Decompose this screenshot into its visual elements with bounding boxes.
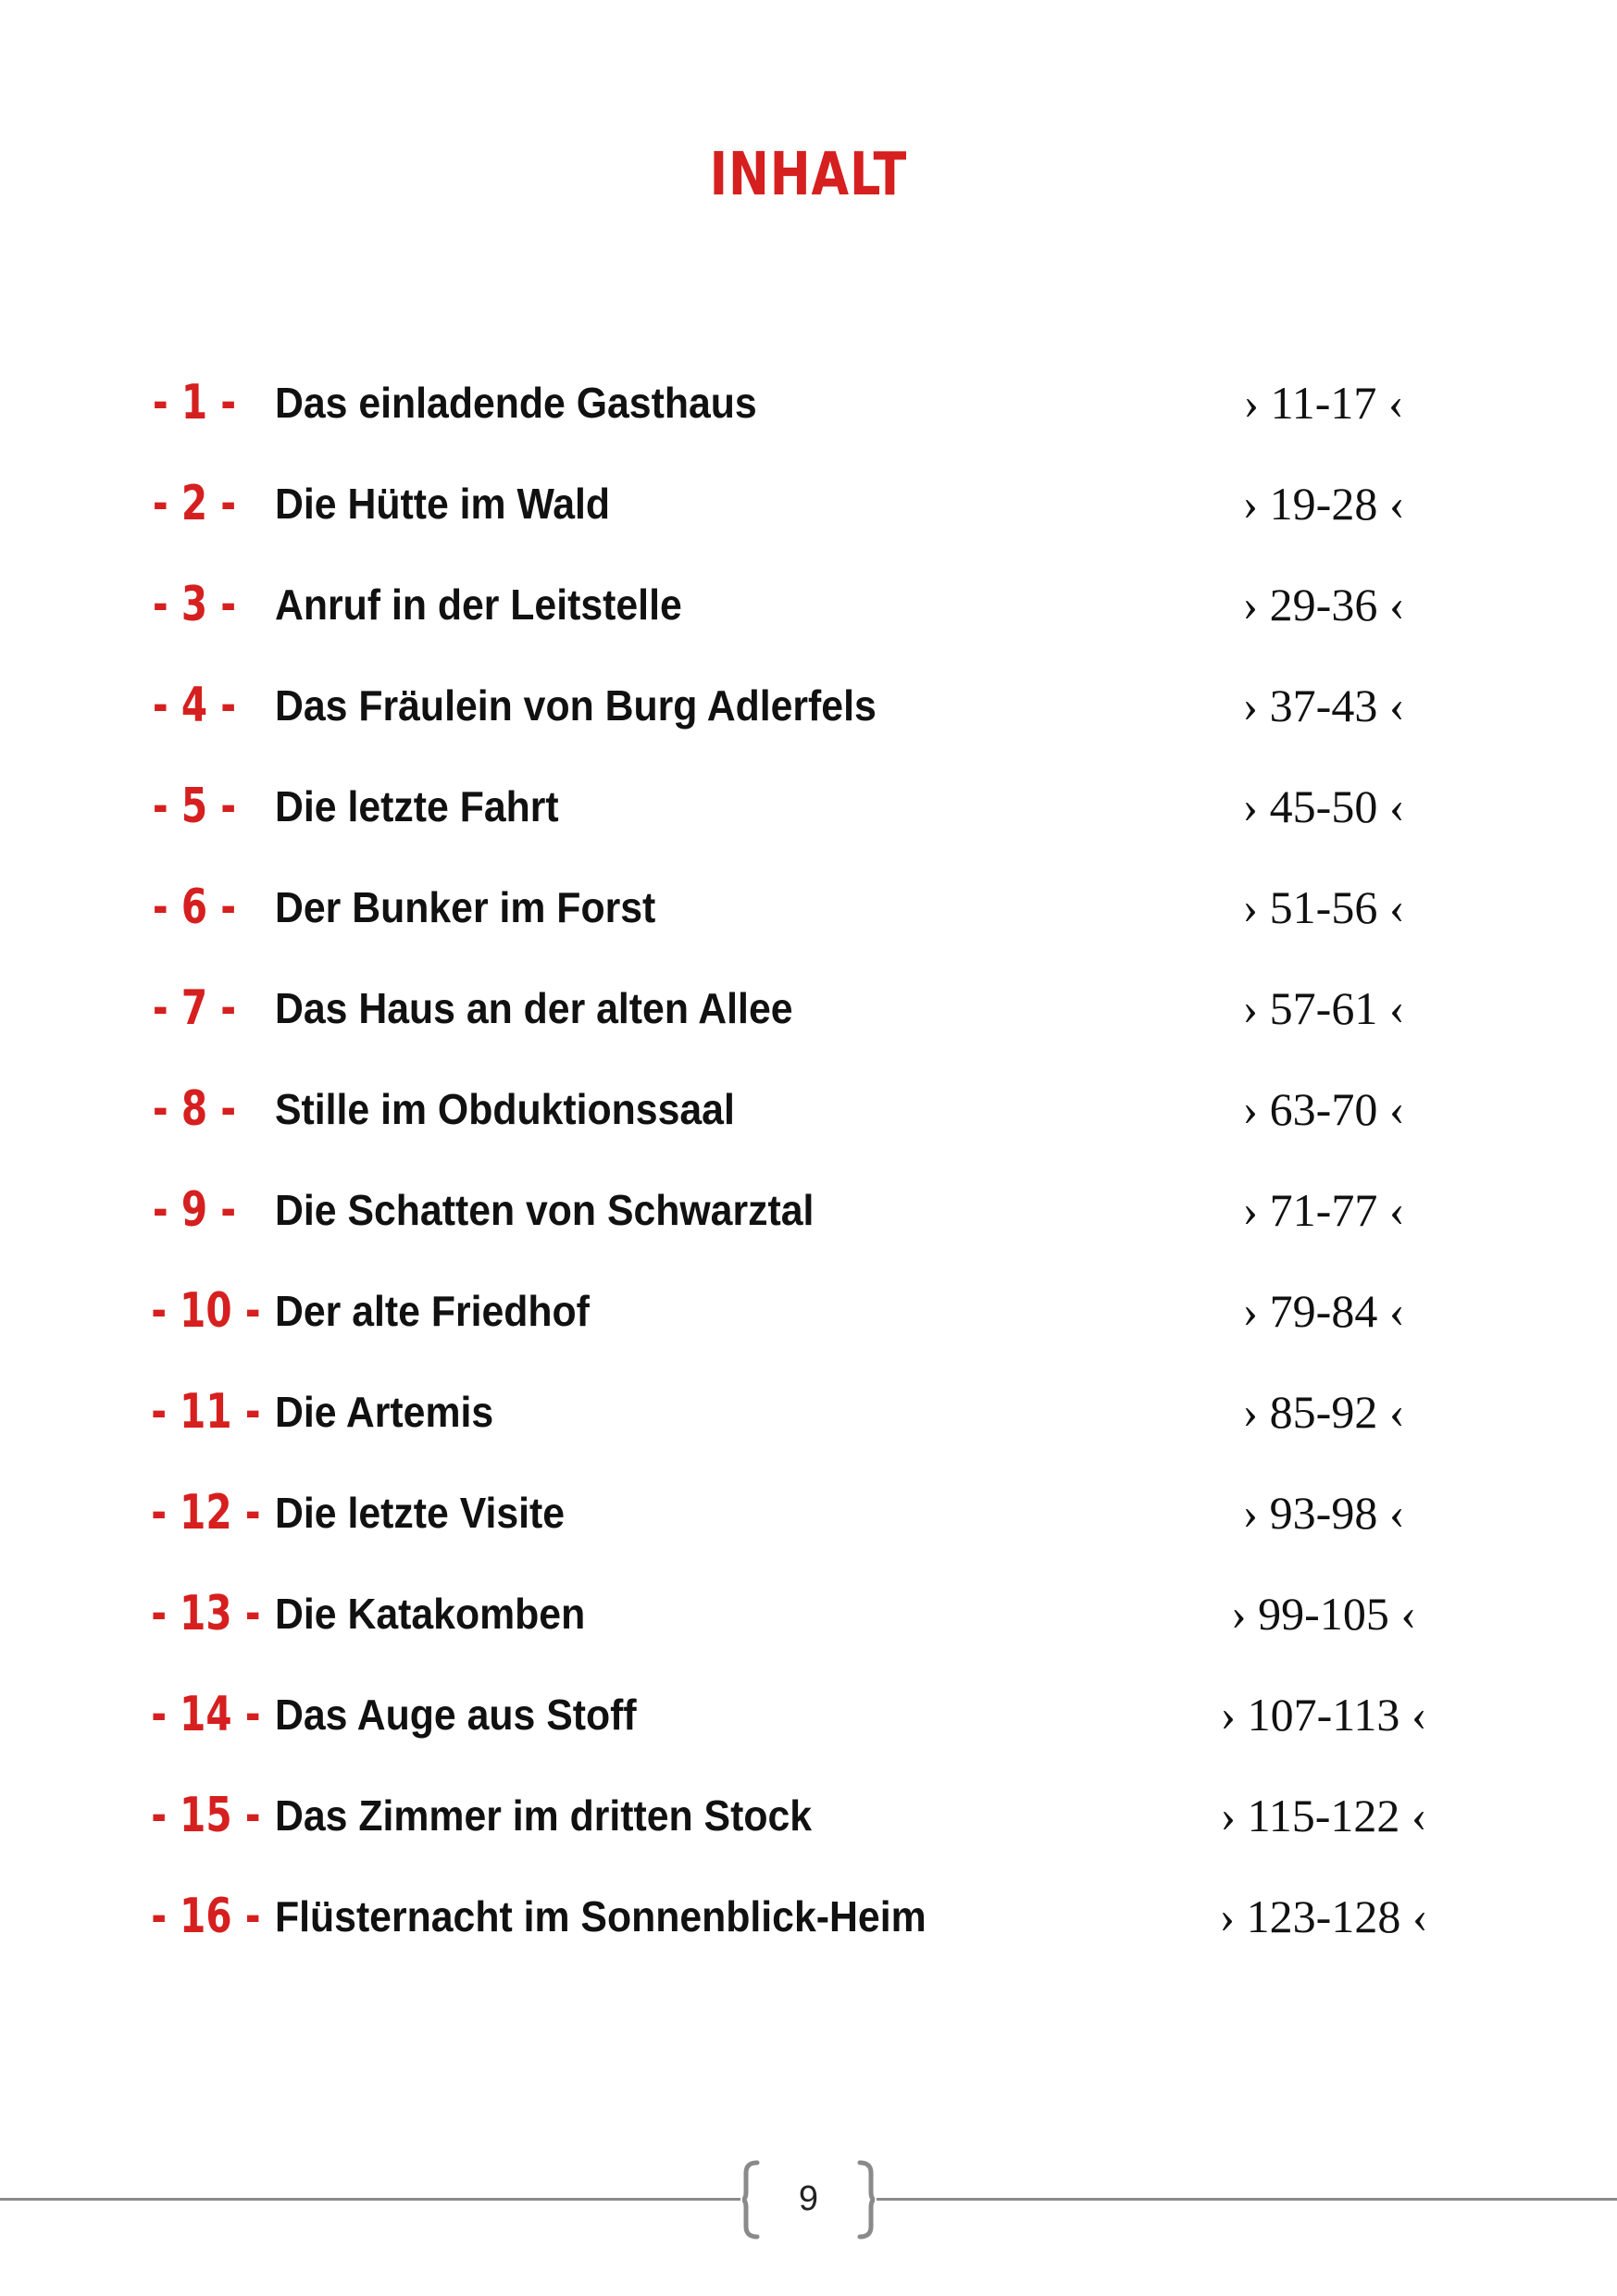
chapter-number: - 5 -: [152, 779, 237, 834]
chapter-title: Flüsternacht im Sonnenblick-Heim: [275, 1892, 927, 1940]
chapter-title: Die letzte Visite: [275, 1489, 566, 1537]
chapter-title: Die Artemis: [275, 1388, 494, 1436]
chapter-number: - 7 -: [152, 980, 237, 1036]
toc-entry: [0, 1274, 1617, 1357]
chapter-number: - 6 -: [152, 880, 237, 935]
chapter-pages: › 79-84 ‹: [1242, 1285, 1405, 1337]
chapter-title: Das Auge aus Stoff: [275, 1691, 637, 1739]
toc-entry: [0, 1173, 1617, 1256]
chapter-number: - 13 -: [151, 1586, 261, 1641]
chapter-title: Das einladende Gasthaus: [275, 379, 757, 427]
chapter-number: - 12 -: [151, 1485, 261, 1541]
toc-entry: [0, 769, 1617, 853]
chapter-pages: › 37-43 ‹: [1242, 680, 1405, 731]
chapter-number: - 2 -: [152, 476, 237, 531]
toc-entry: [0, 568, 1617, 651]
left-bracket-icon: [740, 2160, 761, 2240]
chapter-number: - 8 -: [152, 1081, 237, 1137]
chapter-title: Die Katakomben: [275, 1590, 586, 1638]
footer-rule-left: [0, 2198, 740, 2201]
chapter-title: Stille im Obduktionssaal: [275, 1085, 735, 1133]
chapter-title: Die Schatten von Schwarztal: [275, 1186, 815, 1234]
chapter-pages: › 99-105 ‹: [1231, 1588, 1416, 1640]
chapter-number: - 9 -: [152, 1182, 237, 1238]
page-title: INHALT: [709, 141, 908, 209]
toc-entry: [0, 1476, 1617, 1559]
toc-entry: [0, 1577, 1617, 1660]
chapter-number: - 10 -: [151, 1283, 261, 1339]
chapter-pages: › 107-113 ‹: [1220, 1689, 1427, 1741]
chapter-pages: › 123-128 ‹: [1219, 1890, 1428, 1942]
chapter-number: - 4 -: [152, 678, 237, 733]
toc-entry: [0, 366, 1617, 449]
toc-entry: [0, 467, 1617, 550]
page-number: 9: [798, 2179, 819, 2218]
chapter-pages: › 11-17 ‹: [1243, 377, 1404, 429]
chapter-title: Der alte Friedhof: [275, 1287, 590, 1335]
chapter-title: Der Bunker im Forst: [275, 883, 656, 931]
chapter-pages: › 115-122 ‹: [1220, 1790, 1427, 1841]
toc-entry: [0, 668, 1617, 752]
toc-entry: [0, 1678, 1617, 1761]
chapter-pages: › 63-70 ‹: [1242, 1083, 1405, 1135]
chapter-title: Das Fräulein von Burg Adlerfels: [275, 681, 877, 730]
chapter-pages: › 29-36 ‹: [1242, 579, 1405, 630]
toc-entry: [0, 1072, 1617, 1155]
chapter-pages: › 57-61 ‹: [1242, 982, 1405, 1034]
chapter-title: Das Haus an der alten Allee: [275, 984, 793, 1032]
chapter-pages: › 85-92 ‹: [1242, 1386, 1405, 1438]
chapter-number: - 11 -: [151, 1384, 261, 1440]
chapter-title: Das Zimmer im dritten Stock: [275, 1791, 813, 1840]
chapter-number: - 14 -: [151, 1687, 261, 1742]
right-bracket-icon: [856, 2160, 877, 2240]
chapter-title: Die letzte Fahrt: [275, 782, 559, 830]
chapter-number: - 16 -: [151, 1889, 261, 1944]
toc-entry: [0, 971, 1617, 1054]
toc-entry: [0, 1375, 1617, 1458]
chapter-title: Anruf in der Leitstelle: [275, 580, 682, 629]
chapter-pages: › 19-28 ‹: [1242, 478, 1405, 530]
chapter-pages: › 45-50 ‹: [1242, 780, 1405, 832]
chapter-pages: › 71-77 ‹: [1242, 1184, 1405, 1236]
chapter-number: - 3 -: [152, 577, 237, 632]
chapter-title: Die Hütte im Wald: [275, 480, 611, 528]
toc-entry: [0, 1778, 1617, 1862]
footer-rule-right: [877, 2198, 1617, 2201]
chapter-number: - 1 -: [152, 375, 237, 430]
chapter-pages: › 93-98 ‹: [1242, 1487, 1405, 1539]
toc-entry: [0, 1879, 1617, 1963]
chapter-number: - 15 -: [151, 1788, 261, 1843]
toc-entry: [0, 870, 1617, 954]
chapter-pages: › 51-56 ‹: [1242, 881, 1405, 933]
